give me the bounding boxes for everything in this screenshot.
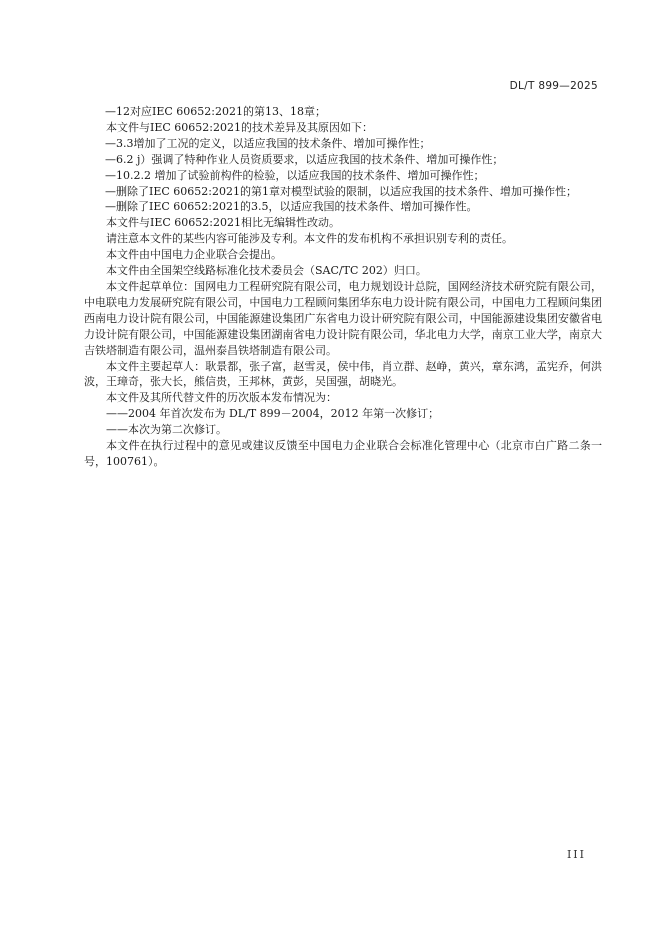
page-number: III — [566, 848, 586, 861]
difference-item: —10.2.2 增加了试验前构件的检验，以适应我国的技术条件、增加可操作性； — [105, 168, 485, 182]
history-item: ——本次为第二次修订。 — [106, 423, 227, 437]
foreword-body — [84, 104, 602, 470]
technical-differences-intro: 本文件与IEC 60652:2021的技术差异及其原因如下： — [106, 120, 373, 134]
main-drafters: 本文件主要起草人：耿景都，张子富，赵雪灵，侯中伟，肖立群、赵峥，黄兴，章东鸿，孟宪乔，何洪波，王璋奇，张大长，熊信贵，王邦林，黄彭，吴国强，胡晓光。 — [84, 359, 602, 389]
editorial-changes-note: 本文件与IEC 60652:2021相比无编辑性改动。 — [106, 216, 340, 230]
difference-item: —6.2 j）强调了特种作业人员资质要求，以适应我国的技术条件、增加可操作性； — [105, 152, 504, 166]
clause-mapping-line: —12对应IEC 60652:2021的第13、18章； — [105, 105, 326, 118]
committee-statement: 本文件由全国架空线路标准化技术委员会（SAC/TC 202）归口。 — [106, 264, 427, 278]
difference-item: —删除了IEC 60652:2021的3.5，以适应我国的技术条件、增加可操作性。 — [105, 200, 478, 214]
difference-item: —删除了IEC 60652:2021的第1章对模型试验的限制，以适应我国的技术条件、增加可操作性； — [105, 184, 577, 198]
proposer-statement: 本文件由中国电力企业联合会提出。 — [106, 248, 282, 262]
history-intro: 本文件及其所代替文件的历次版本发布情况为： — [106, 391, 337, 405]
drafting-organizations: 本文件起草单位：国网电力工程研究院有限公司，电力规划设计总院，国网经济技术研究院有限公司，中电联电力发展研究院有限公司，中国电力工程顾问集团华东电力设计院有限公司，中国电力工程顾问集团西南电力设计院有限公司，中国能源建设集团广东省电力设计研究院有限公司，中国能源建设集团安徽省电力设计院有限公司，中国能源建设集团湖南省电力设计院有限公司，华北电力大学，南京工业大学，南京大吉铁塔制造有限公司，温州泰昌铁塔制造有限公司。 — [84, 279, 602, 357]
document-code: DL/T 899—2025 — [509, 80, 598, 92]
difference-item: —3.3增加了工况的定义，以适应我国的技术条件、增加可操作性； — [105, 136, 431, 150]
patent-notice: 请注意本文件的某些内容可能涉及专利。本文件的发布机构不承担识别专利的责任。 — [106, 232, 513, 246]
feedback-statement: 本文件在执行过程中的意见或建议反馈至中国电力企业联合会标准化管理中心（北京市白广路二条一号，100761）。 — [84, 439, 602, 468]
history-item: ——2004 年首次发布为 DL/T 899－2004，2012 年第一次修订； — [106, 407, 440, 421]
